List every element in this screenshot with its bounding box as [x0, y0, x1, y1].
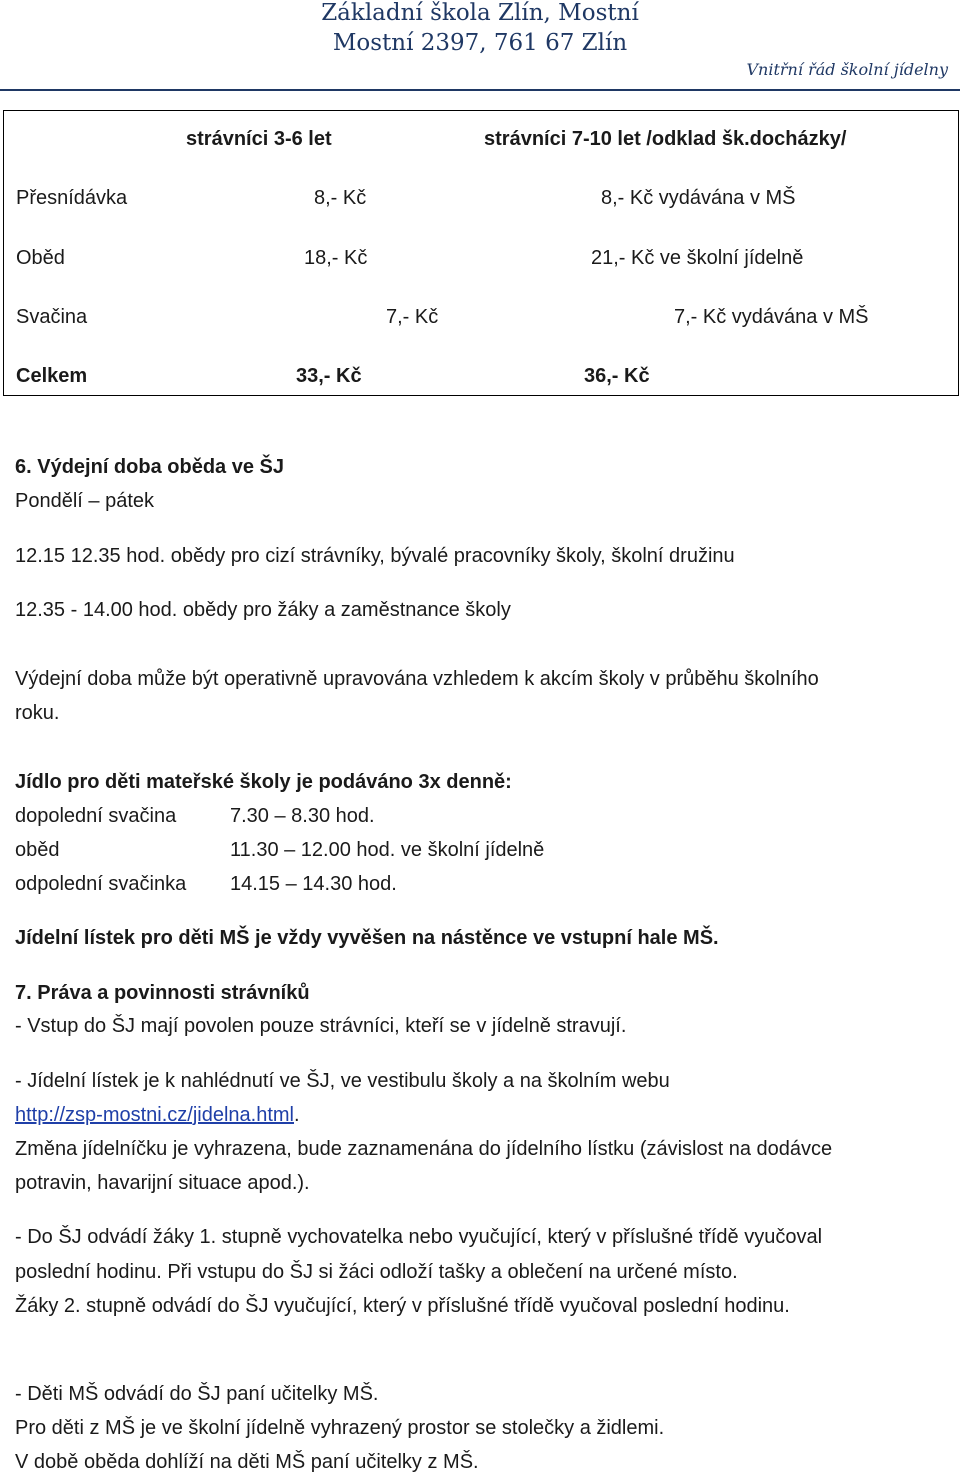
rule-paragraph: V době oběda dohlíží na děti MŠ paní učitelky z MŠ. [15, 1451, 479, 1473]
school-name: Základní škola Zlín, Mostní [321, 0, 639, 26]
header-divider [0, 89, 960, 91]
document-title: Vnitřní řád školní jídelny [746, 60, 948, 79]
note-line: roku. [15, 702, 60, 724]
ms-meal-time: 11.30 – 12.00 hod. ve školní jídelně [230, 839, 545, 861]
section7-heading: 7. Práva a povinnosti strávníků [15, 982, 310, 1004]
row-value-1: 7,- Kč [386, 306, 439, 328]
note-line: Výdejní doba může být operativně upravována vzhledem k akcím školy v průběhu školního [15, 668, 819, 690]
menu-link[interactable]: http://zsp-mostni.cz/jidelna.html [15, 1104, 294, 1126]
time-1: 12.15 12.35 hod. [15, 545, 166, 567]
row-value-1: 8,- Kč [314, 187, 367, 209]
rule-paragraph: Pro děti z MŠ je ve školní jídelně vyhrazený prostor se stolečky a židlemi. [15, 1417, 665, 1439]
rule-paragraph: - Děti MŠ odvádí do ŠJ paní učitelky MŠ. [15, 1383, 379, 1405]
col2-header: strávníci 7-10 let /odklad šk.docházky/ [484, 128, 847, 150]
total-value-2: 36,- Kč [584, 365, 650, 387]
ms-meal-time: 14.15 – 14.30 hod. [230, 873, 397, 895]
row-value-1: 18,- Kč [304, 247, 368, 269]
row-value-2: 21,- Kč ve školní jídelně [591, 247, 804, 269]
lunch-time-1 [15, 545, 735, 568]
lunch-time-2 [15, 599, 511, 622]
ms-heading: Jídlo pro děti mateřské školy je podáváno 3x denně: [15, 771, 512, 793]
row-value-2: 7,- Kč vydávána v MŠ [674, 306, 869, 328]
menu-note: Jídelní lístek pro děti MŠ je vždy vyvěšen na nástěnce ve vstupní hale MŠ. [15, 927, 719, 949]
row-value-2: 8,- Kč vydávána v MŠ [601, 187, 796, 209]
price-table [3, 110, 959, 396]
time-2-text: obědy pro žáky a zaměstnance školy [177, 599, 511, 621]
rule-paragraph: - Jídelní lístek je k nahlédnutí ve ŠJ, ve vestibulu školy a na školním webu [15, 1070, 670, 1092]
rule-paragraph: poslední hodinu. Při vstupu do ŠJ si žáci odloží tašky a oblečení na určené místo. [15, 1261, 738, 1283]
school-address: Mostní 2397, 761 67 Zlín [332, 30, 628, 56]
rule-paragraph: - Vstup do ŠJ mají povolen pouze strávníci, kteří se v jídelně stravují. [15, 1015, 627, 1037]
rule-paragraph: - Do ŠJ odvádí žáky 1. stupně vychovatelka nebo vyučující, který v příslušné třídě vyučoval [15, 1226, 823, 1248]
time-2: 12.35 - 14.00 hod. [15, 599, 178, 621]
time-1-text: obědy pro cizí strávníky, bývalé pracovníky školy, školní družinu [165, 545, 735, 567]
rule-paragraph: Žáky 2. stupně odvádí do ŠJ vyučující, který v příslušné třídě vyučoval poslední hodinu. [15, 1295, 790, 1317]
row-label: Oběd [16, 247, 65, 269]
section6-days: Pondělí – pátek [15, 490, 154, 512]
ms-meal-label: oběd [15, 839, 60, 861]
menu-link-line [15, 1104, 300, 1127]
row-label: Přesnídávka [16, 187, 128, 209]
link-suffix: . [294, 1104, 300, 1126]
rule-paragraph: potravin, havarijní situace apod.). [15, 1172, 310, 1194]
section6-heading: 6. Výdejní doba oběda ve ŠJ [15, 456, 284, 478]
ms-meal-label: odpolední svačinka [15, 873, 187, 895]
row-label-total: Celkem [16, 365, 88, 387]
row-label: Svačina [16, 306, 88, 328]
ms-meal-label: dopolední svačina [15, 805, 177, 827]
ms-meal-time: 7.30 – 8.30 hod. [230, 805, 375, 827]
total-value-1: 33,- Kč [296, 365, 362, 387]
rule-paragraph: Změna jídelníčku je vyhrazena, bude zaznamenána do jídelního lístku (závislost na dodávce [15, 1138, 833, 1160]
col1-header: strávníci 3-6 let [186, 128, 332, 150]
